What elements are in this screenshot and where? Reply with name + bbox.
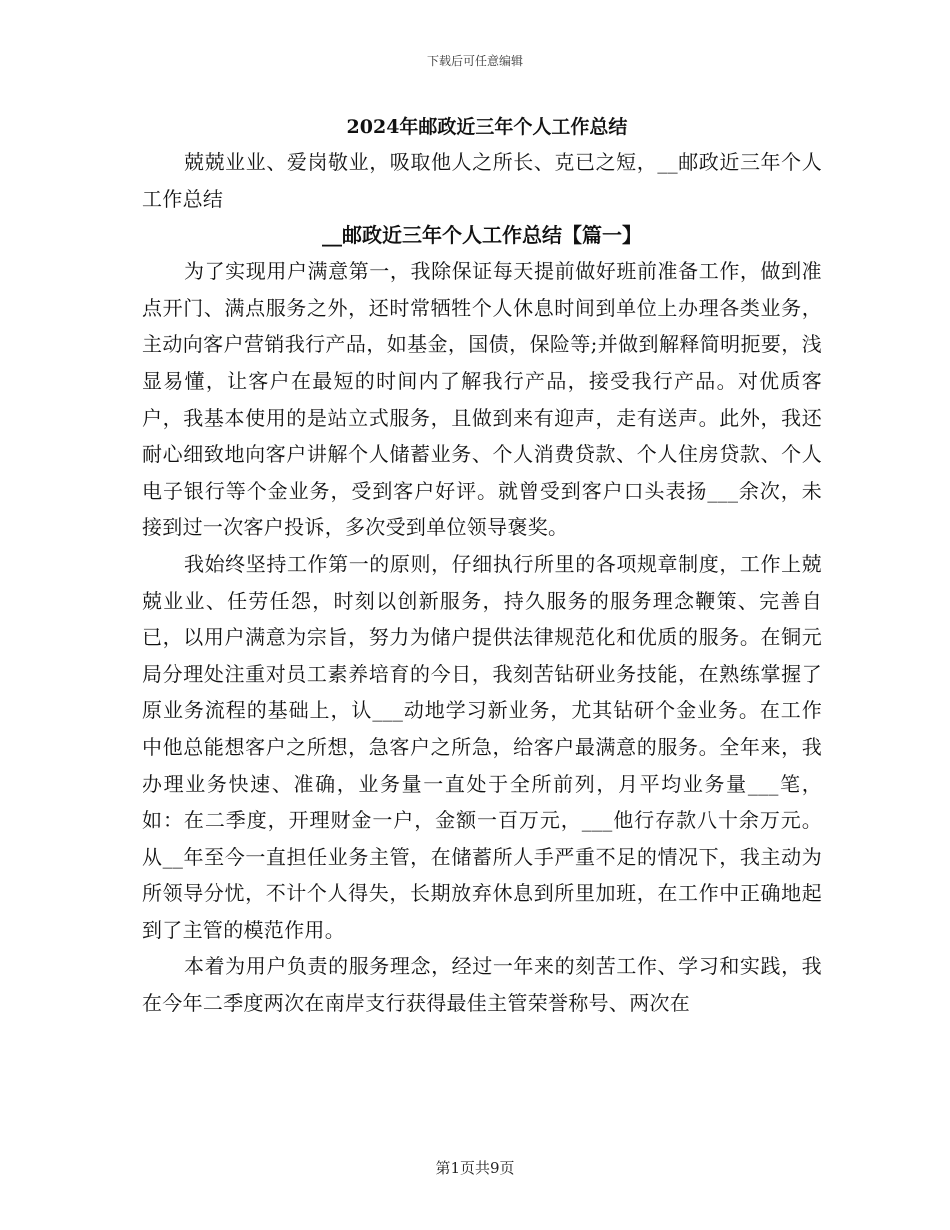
document-body <box>142 112 822 1022</box>
page-header-note: 下载后可任意编辑 <box>426 54 523 68</box>
section-heading: __邮政近三年个人工作总结【篇一】 <box>322 223 642 248</box>
body-paragraph: 本着为用户负责的服务理念，经过一年来的刻苦工作、学习和实践，我在今年二季度两次在南岸支行获得最佳主管荣誉称号、两次在 <box>142 954 822 1016</box>
body-paragraph: 我始终坚持工作第一的原则，仔细执行所里的各项规章制度，工作上兢兢业业、任劳任怨，时刻以创新服务，持久服务的服务理念鞭策、完善自已，以用户满意为宗旨，努力为储户提供法律规范化和优质的服务。在铜元局分理处注重对员工素养培育的今日，我刻苦钻研业务技能，在熟练掌握了原业务流程的基础上，认___动地学习新业务，尤其钻研个金业务。在工作中他总能想客户之所想，急客户之所急，给客户最满意的服务。全年来，我办理业务快速、准确，业务量一直处于全所前列，月平均业务量___笔，如：在二季度，开理财金一户，金额一百万元，___他行存款八十余万元。从__年至今一直担任业务主管，在储蓄所人手严重不足的情况下，我主动为所领导分忧，不计个人得失，长期放弃休息到所里加班，在工作中正确地起到了主管的模范作用。 <box>142 551 822 942</box>
intro-paragraph: 兢兢业业、爱岗敬业，吸取他人之所长、克已之短，__邮政近三年个人工作总结 <box>142 150 822 211</box>
page-number: 第1页共9页 <box>435 1159 515 1177</box>
document-title: 2024年邮政近三年个人工作总结 <box>346 116 628 138</box>
body-paragraph: 为了实现用户满意第一，我除保证每天提前做好班前准备工作，做到准点开门、满点服务之外，还时常牺牲个人休息时间到单位上办理各类业务，主动向客户营销我行产品，如基金，国债，保险等;并做到解释简明扼要，浅显易懂，让客户在最短的时间内了解我行产品，接受我行产品。对优质客户，我基本使用的是站立式服务，且做到来有迎声，走有送声。此外，我还耐心细致地向客户讲解个人储蓄业务、个人消费贷款、个人住房贷款、个人电子银行等个金业务，受到客户好评。就曾受到客户口头表扬___余次，未接到过一次客户投诉，多次受到单位领导褒奖。 <box>142 259 822 540</box>
